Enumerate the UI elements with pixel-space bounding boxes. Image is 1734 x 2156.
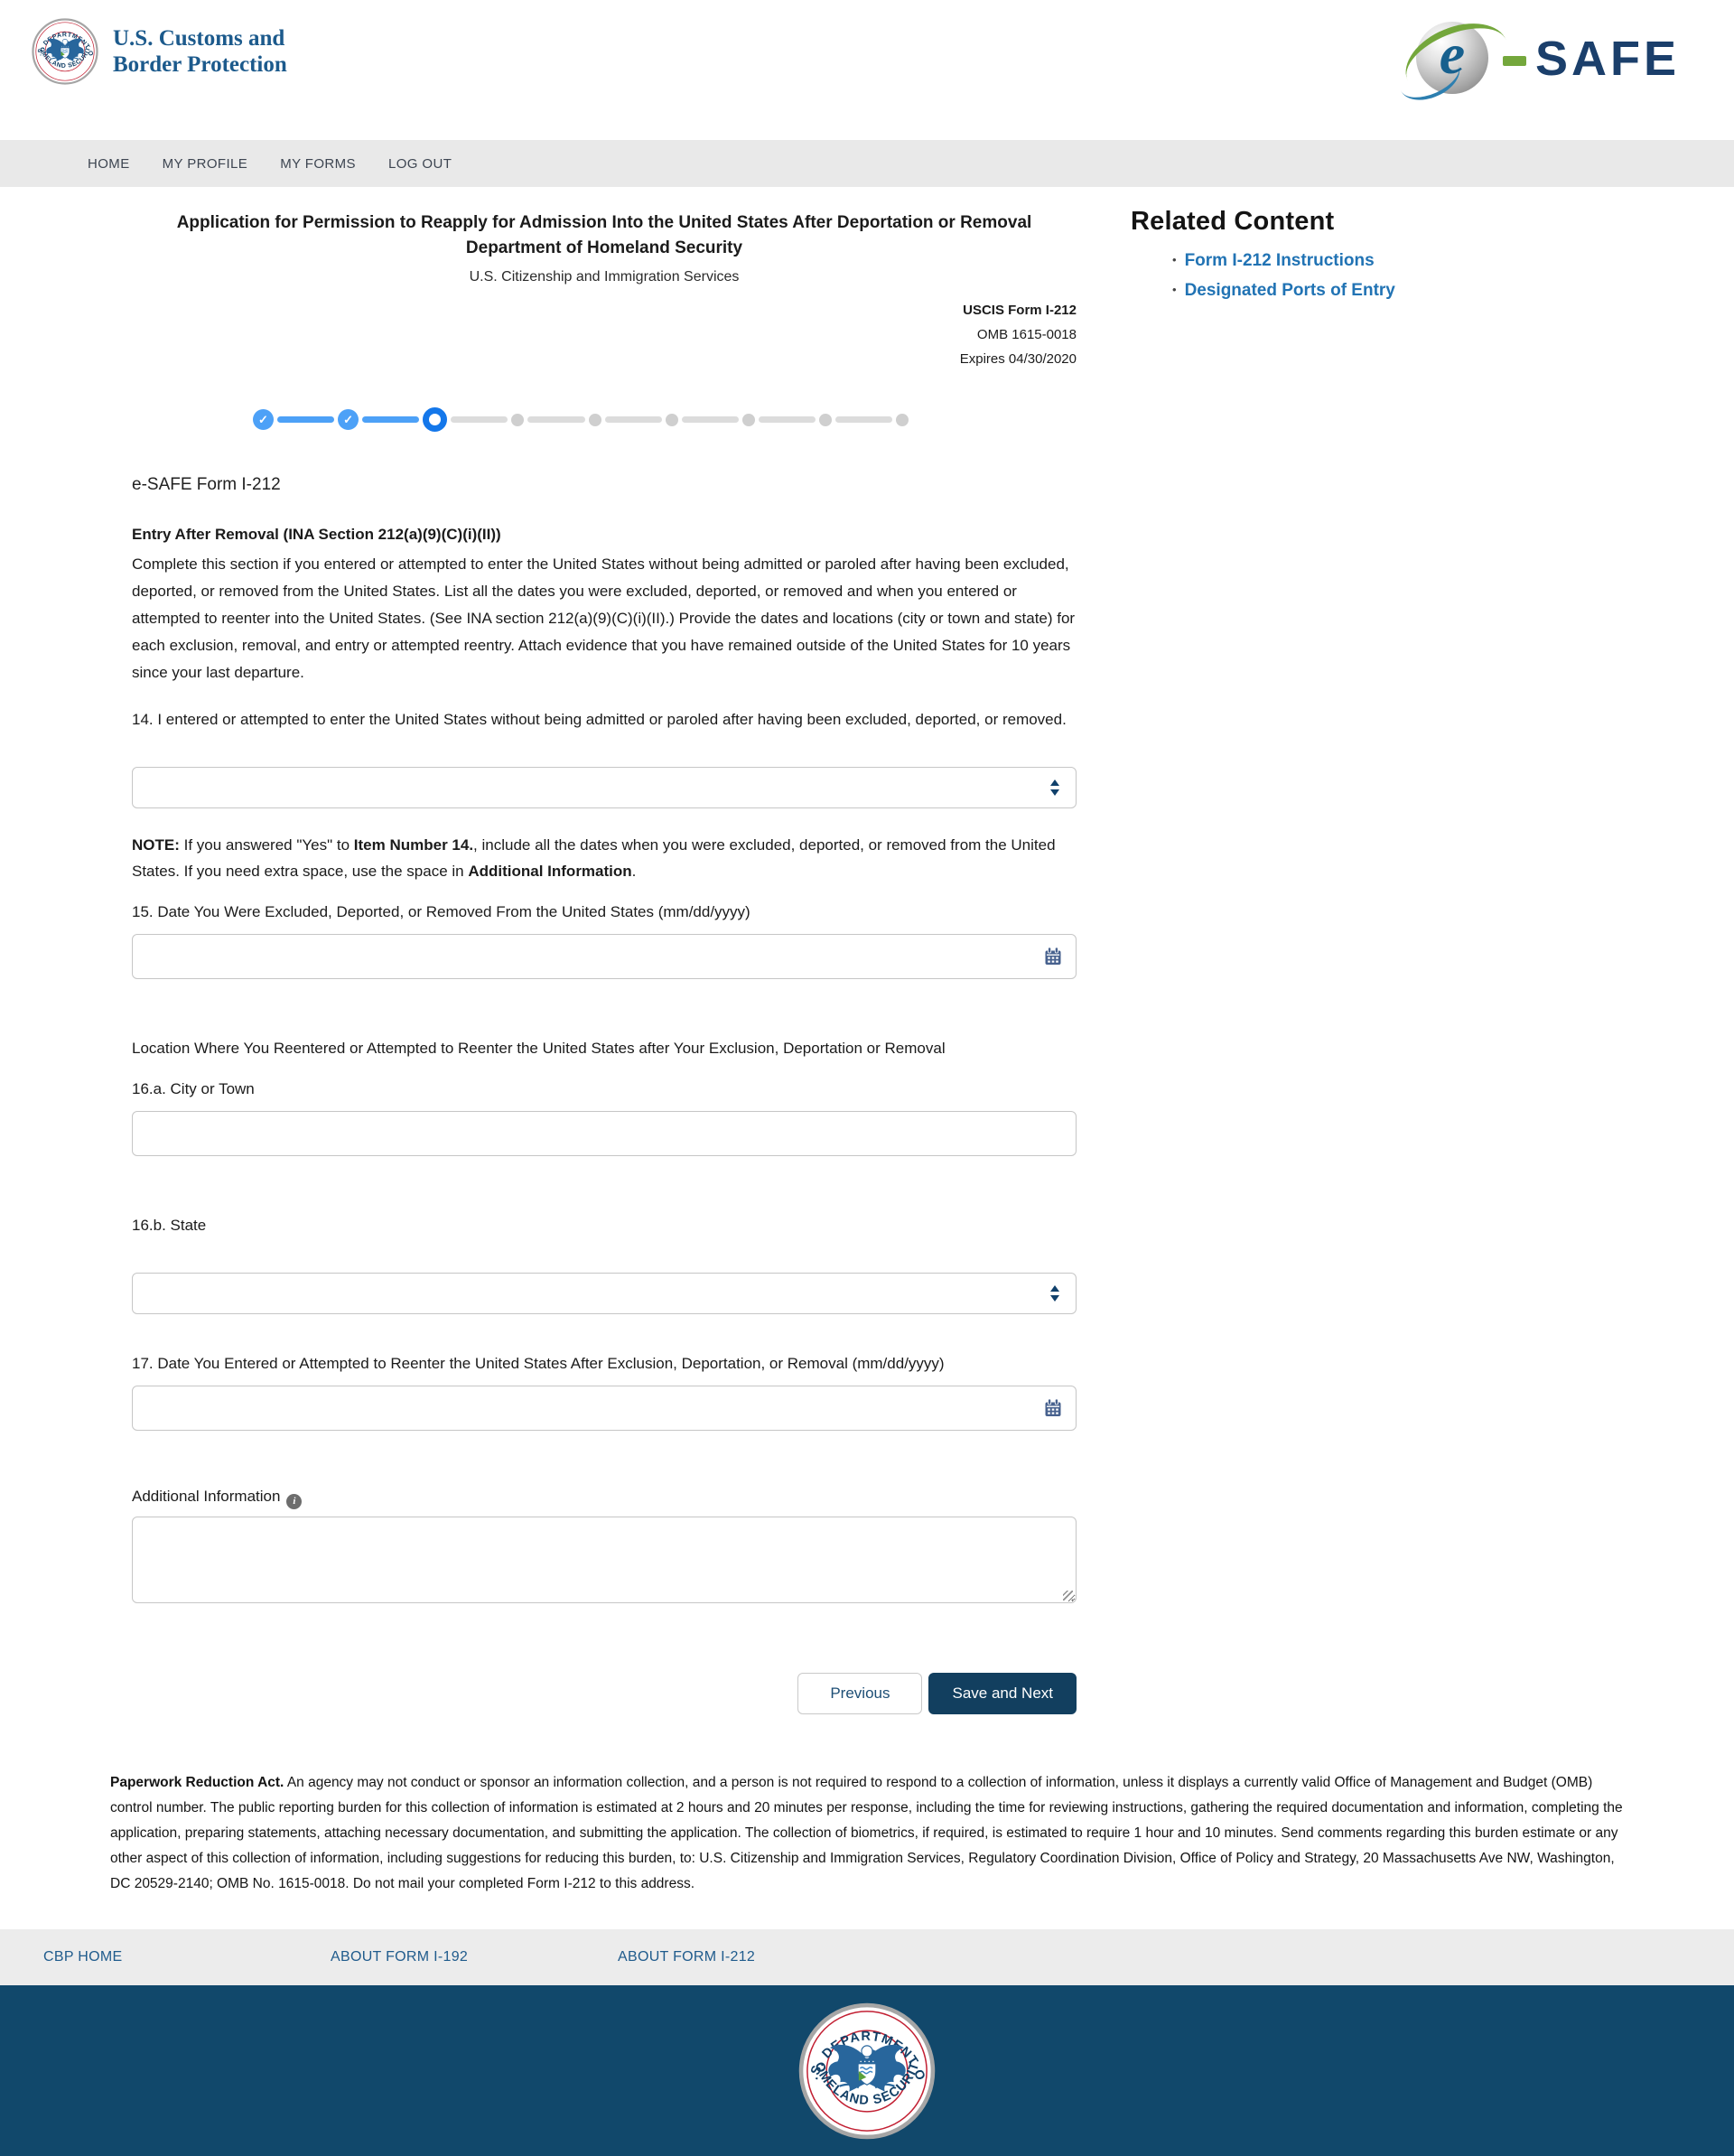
- main-content: [0, 187, 1734, 1897]
- dhs-seal-icon: [32, 18, 98, 85]
- note-bold: Item Number 14.: [353, 836, 474, 854]
- section-heading: Entry After Removal (INA Section 212(a)(9)(C)(i)(II)): [132, 526, 501, 543]
- footer: [0, 1985, 1734, 2156]
- note-part: If you answered "Yes" to: [179, 836, 354, 854]
- item15-date-input[interactable]: [132, 934, 1077, 979]
- info-icon[interactable]: i: [286, 1494, 302, 1509]
- related-link-ports-of-entry[interactable]: Designated Ports of Entry: [1184, 281, 1395, 300]
- stepper-connector: [835, 416, 892, 423]
- agency-name-line2: Border Protection: [113, 52, 287, 77]
- nav-my-forms[interactable]: MY FORMS: [280, 155, 356, 172]
- page-title-line2: Department of Homeland Security: [465, 238, 743, 257]
- bullet-icon: •: [1172, 253, 1177, 266]
- footer-links-bar: [0, 1929, 1734, 1985]
- form-meta: [132, 298, 1077, 371]
- save-next-button[interactable]: Save and Next: [928, 1673, 1077, 1714]
- paperwork-heading: Paperwork Reduction Act.: [110, 1775, 284, 1790]
- stepper-step-8: [819, 414, 832, 426]
- stepper-connector: [759, 416, 816, 423]
- additional-info-label-text: Additional Information: [132, 1488, 281, 1505]
- note-text: [132, 832, 1077, 884]
- paperwork-reduction-act: [110, 1770, 1626, 1897]
- note-part: , include all the dates when you were excluded, deported, or removed from the United States. If you need extra space, use the space in: [132, 836, 1056, 880]
- calendar-icon[interactable]: [1044, 1399, 1062, 1418]
- previous-button[interactable]: Previous: [797, 1673, 922, 1714]
- expires-date: Expires 04/30/2020: [959, 351, 1077, 367]
- item17-date-input[interactable]: [132, 1386, 1077, 1431]
- item16b-select-wrap: [132, 1273, 1077, 1314]
- item14-label: 14. I entered or attempted to enter the United States without being admitted or paroled after having been excluded, deported, or removed.: [132, 711, 1067, 728]
- esafe-e-letter: e: [1439, 22, 1466, 86]
- item14-select[interactable]: [132, 767, 1077, 808]
- stepper-connector: [605, 416, 662, 423]
- omb-number: OMB 1615-0018: [976, 327, 1077, 342]
- additional-info-label: [132, 1483, 1077, 1509]
- related-link-i212-instructions[interactable]: Form I-212 Instructions: [1184, 251, 1375, 270]
- form-number: USCIS Form I-212: [963, 303, 1077, 318]
- location-heading: Location Where You Reentered or Attempted to Reenter the United States after Your Exclusion, Deportation or Removal: [132, 1040, 946, 1057]
- item15-date-wrap: [132, 934, 1077, 979]
- form-actions: [132, 1673, 1077, 1714]
- esafe-globe-icon: [1416, 22, 1488, 94]
- form-name-label: e-SAFE Form I-212: [132, 475, 281, 494]
- esafe-wordmark: SAFE: [1534, 32, 1680, 86]
- item17-date-wrap: [132, 1386, 1077, 1431]
- stepper-connector: [277, 416, 334, 423]
- resize-handle-icon[interactable]: [1063, 1591, 1073, 1601]
- bullet-icon: •: [1172, 283, 1177, 296]
- dhs-seal-icon: [798, 2002, 936, 2140]
- stepper-step-1-check-icon[interactable]: ✓: [253, 409, 274, 430]
- item17-label: 17. Date You Entered or Attempted to Reenter the United States After Exclusion, Deportation, or Removal (mm/dd/yyyy): [132, 1355, 945, 1372]
- form-column: [132, 210, 1077, 1714]
- stepper-step-7: [742, 414, 755, 426]
- calendar-icon[interactable]: [1044, 947, 1062, 966]
- item16b-label: 16.b. State: [132, 1217, 207, 1234]
- nav-log-out[interactable]: LOG OUT: [387, 155, 452, 172]
- item16a-city-input[interactable]: [132, 1111, 1077, 1156]
- form-subtitle: U.S. Citizenship and Immigration Services: [469, 269, 740, 285]
- agency-wordmark: [113, 25, 287, 78]
- note-bold: Additional Information: [468, 863, 632, 880]
- list-item: [1172, 251, 1636, 271]
- stepper-step-4: [511, 414, 524, 426]
- stepper-connector: [527, 416, 584, 423]
- progress-stepper: [253, 407, 909, 432]
- note-part: .: [631, 863, 637, 880]
- footer-link-cbp-home[interactable]: CBP HOME: [43, 1949, 123, 1965]
- paperwork-text: An agency may not conduct or sponsor an information collection, and a person is not required to respond to a collection of information, unless it displays a currently valid Office of Management and Budget (OMB) control number. The public reporting burden for this collection of information is estimated at 2 hours and 20 minutes per response, including the time for reviewing instructions, gathering the required documentation and information, completing the application, preparing statements, attaching necessary documentation, and submitting the application. The collection of biometrics, if required, is estimated to require 1 hour and 10 minutes. Send comments regarding this burden estimate or any other aspect of this collection of information, including suggestions for reducing this burden, to: U.S. Citizenship and Immigration Services, Regulatory Coordination Division, Office of Policy and Strategy, 20 Massachusetts Ave NW, Washington, DC 20529-2140; OMB No. 1615-0018. Do not mail your completed Form I-212 to this address.: [110, 1775, 1623, 1891]
- additional-info-textarea[interactable]: [132, 1517, 1077, 1603]
- stepper-step-5: [589, 414, 601, 426]
- related-content: [1131, 207, 1636, 311]
- agency-name-line1: U.S. Customs and: [113, 26, 285, 51]
- page-title-line1: Application for Permission to Reapply for Admission Into the United States After Deportation or Removal: [176, 213, 1032, 232]
- stepper-step-9: [896, 414, 909, 426]
- stepper-step-2-check-icon[interactable]: ✓: [338, 409, 359, 430]
- esafe-logo: [1416, 22, 1680, 94]
- stepper-connector: [362, 416, 419, 423]
- item14-select-wrap: [132, 767, 1077, 808]
- list-item: [1172, 281, 1636, 301]
- stepper-step-3[interactable]: [423, 407, 447, 432]
- page-title: [132, 210, 1077, 261]
- item16a-input-wrap: [132, 1111, 1077, 1156]
- header: [0, 0, 1734, 140]
- note-prefix: NOTE:: [132, 836, 180, 854]
- related-content-list: [1131, 251, 1636, 301]
- stepper-step-6: [666, 414, 678, 426]
- nav-home[interactable]: HOME: [88, 155, 130, 172]
- stepper-connector: [682, 416, 739, 423]
- section-description: Complete this section if you entered or attempted to enter the United States without being admitted or paroled after having been excluded, deported, or removed from the United States. List all the dates you were excluded, deported, or removed and when you entered or attempted to reenter into the United States. (See INA section 212(a)(9)(C)(i)(II).) Provide the dates and locations (city or town and state) for each exclusion, removal, and entry or attempted reentry. Attach evidence that you have remained outside of the United States for 10 years since your last departure.: [132, 555, 1076, 681]
- item15-label: 15. Date You Were Excluded, Deported, or Removed From the United States (mm/dd/yyyy): [132, 903, 750, 920]
- stepper-connector: [451, 416, 508, 423]
- item16a-label: 16.a. City or Town: [132, 1080, 255, 1097]
- additional-info-wrap: [132, 1517, 1077, 1608]
- item16b-state-select[interactable]: [132, 1273, 1077, 1314]
- main-nav: [0, 140, 1734, 187]
- footer-link-about-form-i192[interactable]: ABOUT FORM I-192: [331, 1949, 469, 1965]
- nav-my-profile[interactable]: MY PROFILE: [162, 155, 248, 172]
- cbp-brand: [32, 18, 287, 85]
- footer-link-about-form-i212[interactable]: ABOUT FORM I-212: [618, 1949, 756, 1965]
- related-content-heading: Related Content: [1131, 207, 1335, 236]
